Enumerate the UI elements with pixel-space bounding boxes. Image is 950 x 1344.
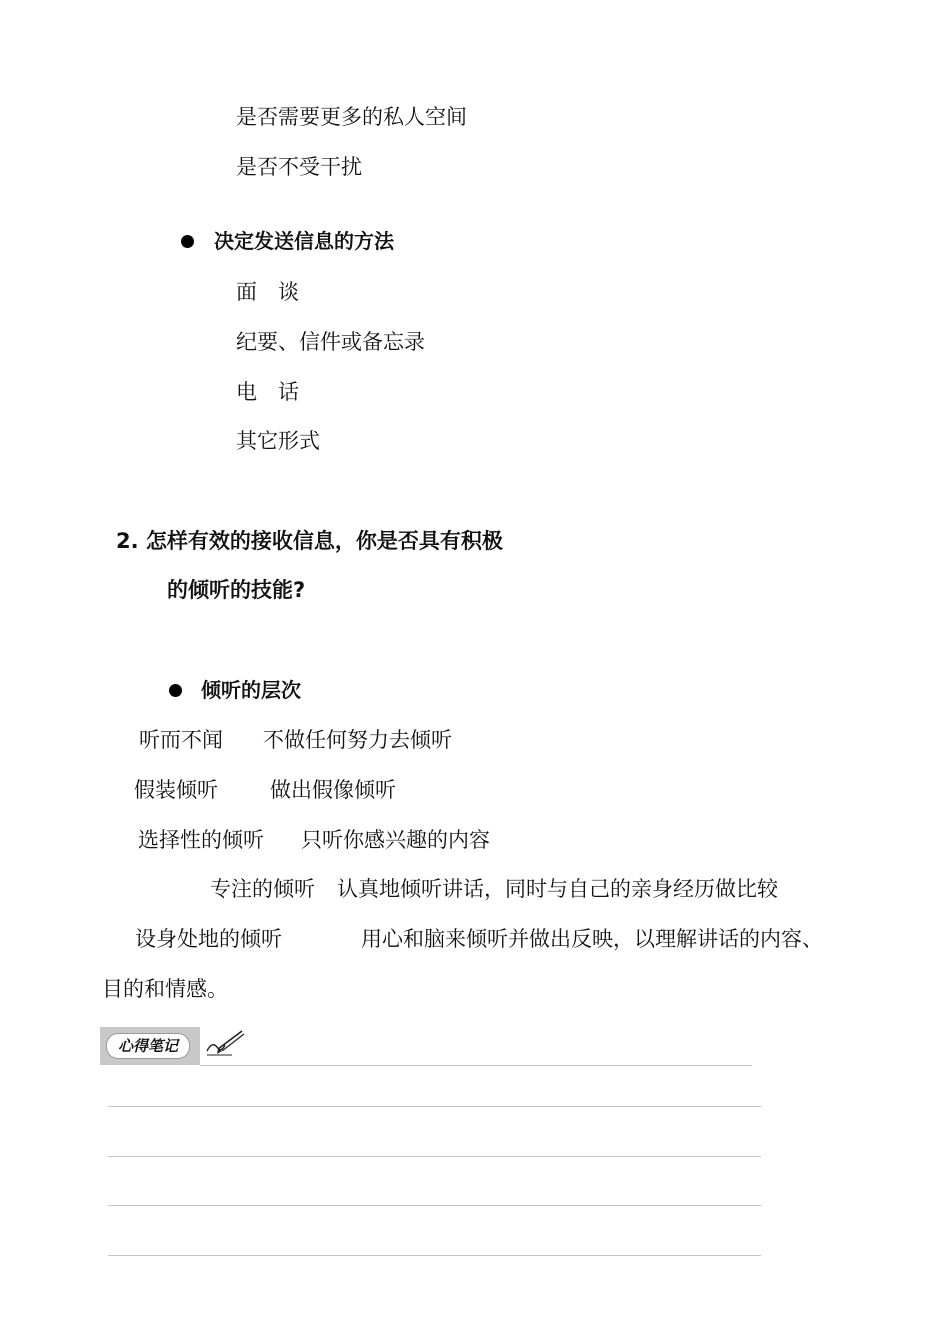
level-row	[134, 776, 396, 804]
method-item: 纪要、信件或备忘录	[236, 330, 425, 354]
level-desc: 认真地倾听讲话，同时与自己的亲身经历做比较	[337, 877, 778, 901]
level-row	[210, 875, 778, 903]
notes-rule	[108, 1255, 761, 1256]
level-term: 听而不闻	[139, 728, 223, 752]
bullet-icon	[181, 235, 194, 248]
level-term: 设身处地的倾听	[135, 927, 282, 951]
level-continuation: 目的和情感。	[102, 977, 228, 1001]
bullet-icon	[169, 684, 182, 697]
method-item: 其它形式	[236, 429, 320, 453]
notes-label: 心得笔记	[106, 1033, 190, 1059]
section-title-continuation: 的倾听的技能?	[167, 578, 306, 602]
privacy-item: 是否需要更多的私人空间	[236, 105, 467, 129]
section-title: 2. 怎样有效的接收信息，你是否具有积极	[116, 529, 503, 553]
level-desc: 做出假像倾听	[270, 778, 396, 802]
level-row	[135, 925, 823, 953]
level-row	[138, 826, 490, 854]
levels-heading: 倾听的层次	[201, 678, 301, 702]
method-item: 电 话	[236, 380, 299, 404]
method-item: 面 谈	[236, 280, 299, 304]
notes-badge	[100, 1027, 200, 1065]
notes-rule	[108, 1156, 761, 1157]
level-desc: 只听你感兴趣的内容	[301, 828, 490, 852]
method-heading: 决定发送信息的方法	[214, 229, 394, 253]
notes-rule	[200, 1065, 752, 1066]
notes-rule	[108, 1205, 761, 1206]
level-row	[139, 726, 452, 754]
level-term: 选择性的倾听	[138, 828, 264, 852]
level-desc: 用心和脑来倾听并做出反映，以理解讲话的内容、	[361, 927, 823, 951]
privacy-item: 是否不受干扰	[236, 155, 362, 179]
pen-writing-icon	[204, 1027, 248, 1059]
level-desc: 不做任何努力去倾听	[263, 728, 452, 752]
level-term: 假装倾听	[134, 778, 218, 802]
level-term: 专注的倾听	[210, 877, 315, 901]
notes-rule	[108, 1106, 761, 1107]
